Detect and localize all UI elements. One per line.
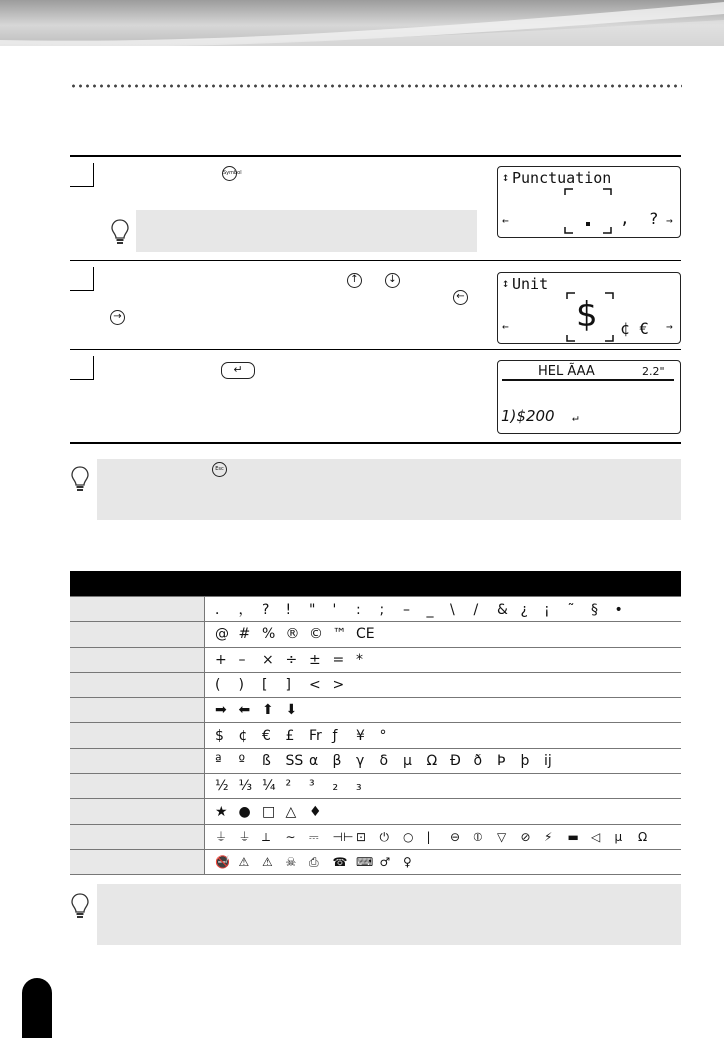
step-divider — [70, 349, 681, 350]
arrow-left-icon: ← — [453, 290, 468, 305]
symbol-cell: ± — [309, 651, 321, 668]
symbol-row — [205, 647, 682, 672]
symbol-cell: 🚭 — [215, 854, 230, 869]
symbol-cell: ⊘ — [520, 830, 531, 845]
symbol-cell: ™ — [332, 626, 347, 643]
arrow-up-icon: ↑ — [347, 273, 362, 288]
symbol-cell: ⎙ — [309, 854, 319, 869]
symbol-cell: ☠ — [285, 854, 297, 869]
symbol-row — [205, 723, 682, 748]
symbol-cell: ⬅ — [238, 702, 251, 719]
symbol-cell: Ω — [638, 830, 648, 845]
symbol-cell: $ — [215, 727, 224, 744]
symbol-cell: µ — [403, 752, 412, 769]
symbol-cell: º — [238, 752, 246, 769]
symbol-key-icon: Symbol — [222, 166, 237, 181]
lcd-other-symbols: ¢ € — [620, 319, 649, 338]
symbol-cell: ♦ — [309, 803, 322, 820]
symbol-cell: ₂ — [332, 778, 339, 795]
symbol-cell: _ — [426, 602, 434, 619]
symbol-cell: ⦶ — [473, 830, 483, 845]
symbol-cell: Ω — [426, 752, 438, 769]
symbol-cell: % — [262, 626, 276, 643]
dotted-rule — [70, 84, 682, 88]
symbol-row — [205, 698, 682, 723]
header-banner — [0, 0, 724, 46]
symbol-cell: ' — [332, 602, 337, 619]
table-row — [70, 647, 681, 672]
symbol-row — [205, 799, 682, 824]
symbol-cell: ． — [215, 602, 229, 619]
symbol-cell: ⏻ — [379, 830, 389, 845]
symbol-cell: ß — [262, 752, 271, 769]
symbol-cell: # — [238, 626, 251, 643]
step-marker — [70, 267, 94, 291]
symbol-cell: ⬆ — [262, 702, 274, 719]
step-divider — [70, 155, 681, 157]
step1-hint-box — [136, 210, 477, 252]
symbol-cell: < — [309, 677, 321, 694]
symbol-cell: ( — [215, 677, 221, 694]
symbol-cell: ³ — [309, 778, 315, 795]
symbol-cell: • — [614, 602, 623, 619]
table-row — [70, 748, 681, 773]
symbol-cell: [ — [262, 677, 268, 694]
lcd-category-title: Unit — [512, 275, 549, 293]
symbol-cell: ⎓ — [309, 830, 319, 845]
banner-swoosh — [0, 0, 724, 46]
table-row — [70, 849, 681, 874]
symbol-cell: ♂ — [379, 854, 391, 869]
symbol-cell: = — [332, 651, 345, 668]
lcd-header-rule — [502, 379, 674, 381]
esc-key-icon: Esc — [212, 462, 227, 477]
symbol-row — [205, 597, 682, 622]
arrow-down-icon: ↓ — [385, 273, 400, 288]
symbol-cell: △ — [285, 803, 297, 820]
symbol-row — [205, 622, 682, 647]
arrow-right-icon: → — [110, 310, 125, 325]
lcd-punctuation — [497, 166, 681, 238]
table-row — [70, 597, 681, 622]
symbol-cell: & — [497, 602, 508, 619]
lcd-entered-text: 1)$200 — [501, 407, 555, 425]
symbol-cell: ⬇ — [285, 702, 298, 719]
symbol-cell: ª — [215, 752, 222, 769]
symbol-cell: * — [356, 651, 363, 668]
symbol-cell: @ — [215, 626, 229, 643]
symbol-cell: ) — [238, 677, 244, 694]
symbol-cell: – — [238, 651, 246, 668]
symbol-cell: ⏚ — [238, 830, 251, 845]
symbol-cell: § — [591, 602, 598, 619]
symbol-row — [205, 672, 682, 697]
table-header-row — [70, 571, 681, 597]
symbol-cell: / — [473, 602, 479, 619]
symbol-cell: © — [309, 626, 323, 643]
symbol-cell: ⊖ — [450, 830, 461, 845]
lightbulb-icon — [70, 465, 90, 493]
symbol-cell: CE — [356, 626, 375, 643]
symbol-cell: ⚡ — [544, 830, 553, 845]
page-tab — [22, 978, 52, 1038]
symbol-cell: δ — [379, 752, 389, 769]
symbol-cell: × — [262, 651, 274, 668]
symbol-cell: ⚠ — [262, 854, 273, 869]
symbol-cell: > — [332, 677, 345, 694]
symbol-cell: Đ — [450, 752, 461, 769]
symbol-cell: SS — [285, 752, 304, 769]
lcd-category-title: Punctuation — [512, 169, 612, 187]
lightbulb-icon — [110, 218, 130, 246]
symbol-cell: β — [332, 752, 342, 769]
symbol-cell: ⟂ — [262, 830, 271, 845]
symbol-cell: ∼ — [285, 830, 296, 845]
symbol-cell: ƒ — [332, 727, 338, 744]
symbol-cell: ● — [238, 803, 251, 820]
lcd-selected-symbol: $ — [576, 295, 598, 335]
symbol-table — [70, 571, 681, 875]
symbol-cell: + — [215, 651, 227, 668]
table-row — [70, 698, 681, 723]
bottom-hint-box — [97, 884, 681, 945]
symbol-cell: ˜ — [567, 602, 575, 619]
return-mark-icon: ↵ — [572, 411, 579, 424]
symbol-cell: ⅓ — [238, 778, 253, 795]
symbol-cell: ¥ — [356, 727, 365, 744]
symbol-cell: – — [403, 602, 410, 619]
table-row — [70, 723, 681, 748]
symbol-cell: ◁ — [591, 830, 601, 845]
symbol-cell: ! — [285, 602, 292, 619]
step-divider — [70, 260, 681, 261]
table-row — [70, 799, 681, 824]
table-row — [70, 774, 681, 799]
lcd-cursor-brackets — [558, 187, 618, 235]
symbol-cell: µ — [614, 830, 623, 845]
symbol-cell: ⌨ — [356, 854, 374, 869]
symbol-cell: ¼ — [262, 778, 276, 795]
symbol-cell: ☎ — [332, 854, 348, 869]
symbol-cell: ĳ — [544, 752, 552, 769]
lcd-right-arrow-icon: → — [666, 320, 673, 333]
lcd-right-arrow-icon: → — [666, 214, 673, 227]
symbol-row — [205, 774, 682, 799]
symbol-cell: ÷ — [285, 651, 298, 668]
symbol-row — [205, 849, 682, 874]
table-row — [70, 622, 681, 647]
lcd-length: 2.2" — [642, 365, 665, 378]
symbol-cell: £ — [285, 727, 295, 744]
symbol-cell: ¡ — [544, 602, 550, 619]
symbol-row — [205, 748, 682, 773]
symbol-cell: Þ — [497, 752, 506, 769]
symbol-cell: ➡ — [215, 702, 227, 719]
symbol-cell: ♀ — [403, 854, 412, 869]
lcd-text-entry — [497, 360, 681, 434]
symbol-cell: ▬ — [567, 830, 579, 845]
symbol-cell: ⚠ — [238, 854, 250, 869]
lcd-unit — [497, 272, 681, 344]
symbol-cell: \ — [450, 602, 455, 619]
symbol-cell: ® — [285, 626, 300, 643]
symbol-cell: ¿ — [520, 602, 528, 619]
symbol-cell: | — [426, 830, 431, 845]
step-marker — [70, 163, 94, 187]
symbol-cell: ² — [285, 778, 292, 795]
lcd-symbols: , ? — [620, 209, 659, 228]
symbol-cell: ， — [238, 602, 253, 619]
symbol-cell: : — [356, 602, 361, 619]
symbol-cell: γ — [356, 752, 365, 769]
updown-indicator-icon: ↕ — [502, 170, 510, 184]
lcd-header-text: HEL ÃAA — [538, 364, 595, 379]
symbol-cell: ð — [473, 752, 483, 769]
symbol-cell: Fr — [309, 727, 322, 744]
symbol-cell: □ — [262, 803, 276, 820]
symbol-cell: € — [262, 727, 271, 744]
step-marker — [70, 356, 94, 380]
symbol-cell: ; — [379, 602, 385, 619]
symbol-cell: ⏚ — [215, 830, 228, 845]
symbol-cell: " — [309, 602, 316, 619]
symbol-cell: þ — [520, 752, 530, 769]
lcd-left-arrow-icon: ← — [502, 214, 509, 227]
symbol-cell: ° — [379, 727, 387, 744]
table-row — [70, 824, 681, 849]
enter-key-icon: ↵ — [221, 362, 255, 379]
lightbulb-icon — [70, 892, 90, 920]
updown-indicator-icon: ↕ — [502, 276, 510, 290]
symbol-cell: ₃ — [356, 778, 362, 795]
symbol-cell: ½ — [215, 778, 229, 795]
symbol-row — [205, 824, 682, 849]
esc-hint-box — [97, 459, 681, 520]
symbol-cell: ⊣⊢ — [332, 830, 354, 845]
symbol-cell: ○ — [403, 830, 414, 845]
symbol-cell: ⊡ — [356, 830, 367, 845]
symbol-cell: ? — [262, 602, 270, 619]
symbol-cell: ▽ — [497, 830, 507, 845]
symbol-cell: ] — [285, 677, 291, 694]
table-row — [70, 672, 681, 697]
symbol-cell: ¢ — [238, 727, 248, 744]
symbol-cell: α — [309, 752, 319, 769]
step-divider — [70, 442, 681, 444]
lcd-left-arrow-icon: ← — [502, 320, 509, 333]
symbol-cell: ★ — [215, 803, 228, 820]
